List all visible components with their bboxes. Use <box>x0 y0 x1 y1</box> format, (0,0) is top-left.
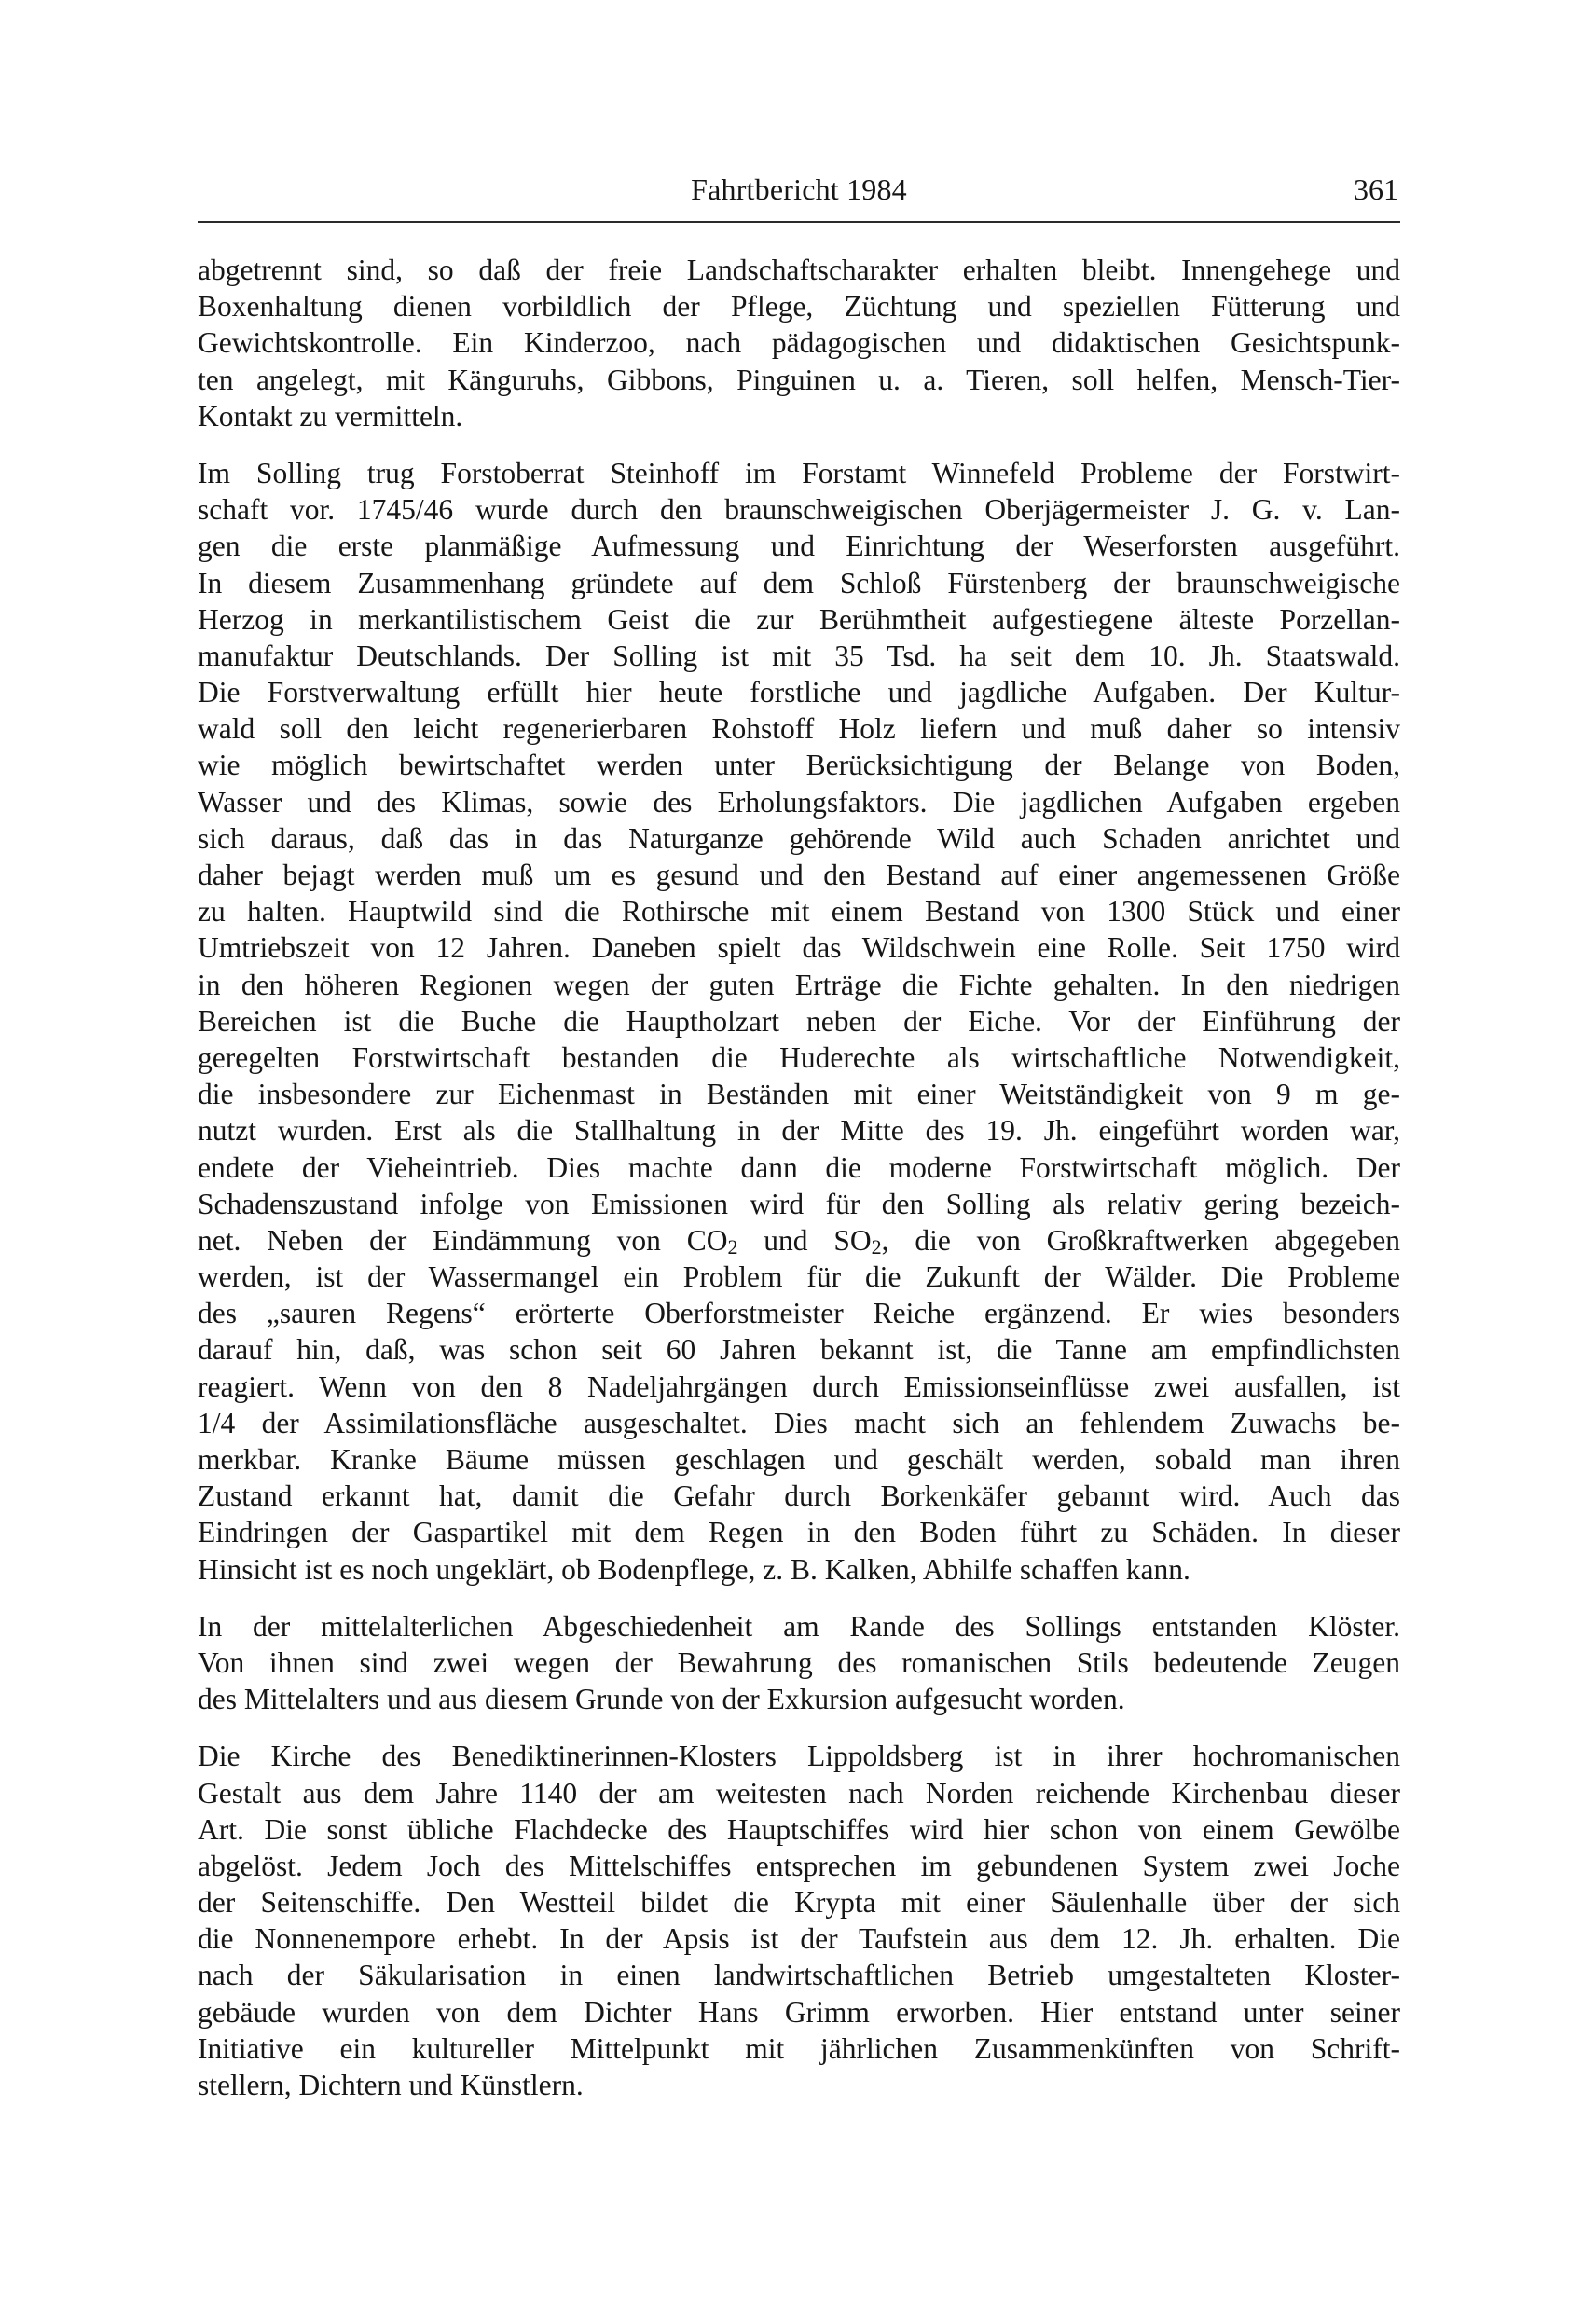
text-line: manufaktur Deutschlands. Der Solling ist mit 35 Tsd. ha seit dem 10. Jh. Staatswald. <box>198 639 1400 672</box>
text-line: Initiative ein kultureller Mittelpunkt mit jährlichen Zusammenkünften von Schrift- <box>198 2031 1400 2065</box>
text-line: stellern, Dichtern und Künstlern. <box>198 2069 584 2101</box>
text-line: ten angelegt, mit Känguruhs, Gibbons, Pinguinen u. a. Tieren, soll helfen, Mensch-Tier- <box>198 363 1400 396</box>
text-line: wie möglich bewirtschaftet werden unter Berücksichtigung der Belange von Boden, <box>198 749 1400 782</box>
text-line: Schadenszustand infolge von Emissionen wird für den Solling als relativ gering bezeich- <box>198 1187 1400 1220</box>
text-line: In der mittelalterlichen Abgeschiedenheit am Rande des Sollings entstanden Klöster. <box>198 1609 1400 1643</box>
text-line: des „sauren Regens“ erörterte Oberforstmeister Reiche ergänzend. Er wies besonders <box>198 1297 1400 1330</box>
text-line: werden, ist der Wassermangel ein Problem für die Zukunft der Wälder. Die Probleme <box>198 1260 1400 1294</box>
text-line: des Mittelalters und aus diesem Grunde von der Exkursion aufgesucht worden. <box>198 1683 1125 1716</box>
text-line: nach der Säkularisation in einen landwirtschaftlichen Betrieb umgestalteten Kloster- <box>198 1959 1400 1992</box>
text-line: gebäude wurden von dem Dichter Hans Grimm erworben. Hier entstand unter seiner <box>198 1995 1400 2029</box>
text-line: die Nonnenempore erhebt. In der Apsis ist der Taufstein aus dem 12. Jh. erhalten. Die <box>198 1922 1400 1956</box>
text-line: Die Forstverwaltung erfüllt hier heute forstliche und jagdliche Aufgaben. Der Kultur- <box>198 676 1400 709</box>
body-text <box>198 252 1400 2124</box>
page-number: 361 <box>1354 172 1398 206</box>
text-line: In diesem Zusammenhang gründete auf dem Schloß Fürstenberg der braunschweigische <box>198 566 1400 599</box>
text-line: Wasser und des Klimas, sowie des Erholungsfaktors. Die jagdlichen Aufgaben ergeben <box>198 785 1400 819</box>
text-line: die insbesondere zur Eichenmast in Beständen mit einer Weitständigkeit von 9 m ge- <box>198 1078 1400 1111</box>
text-line: gen die erste planmäßige Aufmessung und Einrichtung der Weserforsten ausgeführt. <box>198 530 1400 563</box>
text-line: 1/4 der Assimilationsfläche ausgeschaltet. Dies macht sich an fehlendem Zuwachs be- <box>198 1406 1400 1439</box>
text-line: abgetrennt sind, so daß der freie Landschaftscharakter erhalten bleibt. Innengehege und <box>198 254 1400 286</box>
text-line: Im Solling trug Forstoberrat Steinhoff im Forstamt Winnefeld Probleme der Forstwirt- <box>198 456 1400 489</box>
text-line: der Seitenschiffe. Den Westteil bildet die Krypta mit einer Säulenhalle über der sich <box>198 1886 1400 1920</box>
text-line: Gestalt aus dem Jahre 1140 der am weitesten nach Norden reichende Kirchenbau dieser <box>198 1776 1400 1810</box>
text-line: Eindringen der Gaspartikel mit dem Regen in den Boden führt zu Schäden. In dieser <box>198 1516 1400 1549</box>
text-line: endete der Vieheintrieb. Dies machte dann die moderne Forstwirtschaft möglich. Der <box>198 1150 1400 1184</box>
text-line: darauf hin, daß, was schon seit 60 Jahren bekannt ist, die Tanne am empfindlichsten <box>198 1333 1400 1367</box>
running-header <box>198 169 1400 223</box>
text-line: in den höheren Regionen wegen der guten Erträge die Fichte gehalten. In den niedrigen <box>198 968 1400 1001</box>
text-line: Bereichen ist die Buche die Hauptholzart neben der Eiche. Vor der Einführung der <box>198 1004 1400 1038</box>
text-line: Herzog in merkantilistischem Geist die zur Berühmtheit aufgestiegene älteste Porzellan- <box>198 602 1400 636</box>
paragraph <box>198 1608 1400 1718</box>
text-line: Kontakt zu vermitteln. <box>198 399 463 433</box>
text-line: wald soll den leicht regenerierbaren Rohstoff Holz liefern und muß daher so intensiv <box>198 712 1400 746</box>
text-line: Zustand erkannt hat, damit die Gefahr durch Borkenkäfer gebannt wird. Auch das <box>198 1479 1400 1513</box>
text-line: Boxenhaltung dienen vorbildlich der Pflege, Züchtung und speziellen Fütterung und <box>198 290 1400 323</box>
text-line: Umtriebszeit von 12 Jahren. Daneben spielt das Wildschwein eine Rolle. Seit 1750 wird <box>198 931 1400 965</box>
text-line: zu halten. Hauptwild sind die Rothirsche mit einem Bestand von 1300 Stück und einer <box>198 895 1400 929</box>
text-line: sich daraus, daß das in das Naturganze gehörende Wild auch Schaden anrichtet und <box>198 821 1400 855</box>
text-line: Art. Die sonst übliche Flachdecke des Hauptschiffes wird hier schon von einem Gewölbe <box>198 1812 1400 1846</box>
paragraph <box>198 1738 1400 2103</box>
text-line: Von ihnen sind zwei wegen der Bewahrung des romanischen Stils bedeutende Zeugen <box>198 1645 1400 1679</box>
paragraph <box>198 252 1400 434</box>
text-line: net. Neben der Eindämmung von $CO_2$ und $SO_2$, die von Großkraftwerken abgegeben <box>198 1223 1400 1259</box>
text-line: merkbar. Kranke Bäume müssen geschlagen und geschält werden, sobald man ihren <box>198 1443 1400 1476</box>
text-line: Gewichtskontrolle. Ein Kinderzoo, nach pädagogischen und didaktischen Gesichtspunk- <box>198 326 1400 360</box>
text-line: Hinsicht ist es noch ungeklärt, ob Bodenpflege, z. B. Kalken, Abhilfe schaffen kann. <box>198 1552 1190 1586</box>
text-line: daher bejagt werden muß um es gesund und den Bestand auf einer angemessenen Größe <box>198 859 1400 891</box>
text-line: geregelten Forstwirtschaft bestanden die Huderechte als wirtschaftliche Notwendigkeit, <box>198 1040 1400 1074</box>
text-line: nutzt wurden. Erst als die Stallhaltung in der Mitte des 19. Jh. eingeführt worden war, <box>198 1114 1400 1148</box>
running-title: Fahrtbericht 1984 <box>691 172 907 206</box>
text-line: Die Kirche des Benediktinerinnen-Klosters Lippoldsberg ist in ihrer hochromanischen <box>198 1740 1400 1773</box>
text-line: reagiert. Wenn von den 8 Nadeljahrgängen durch Emissionseinflüsse zwei ausfallen, ist <box>198 1369 1400 1403</box>
paragraph <box>198 455 1400 1588</box>
text-line: abgelöst. Jedem Joch des Mittelschiffes entsprechen im gebundenen System zwei Joche <box>198 1849 1400 1882</box>
text-line: schaft vor. 1745/46 wurde durch den braunschweigischen Oberjägermeister J. G. v. Lan- <box>198 493 1400 527</box>
